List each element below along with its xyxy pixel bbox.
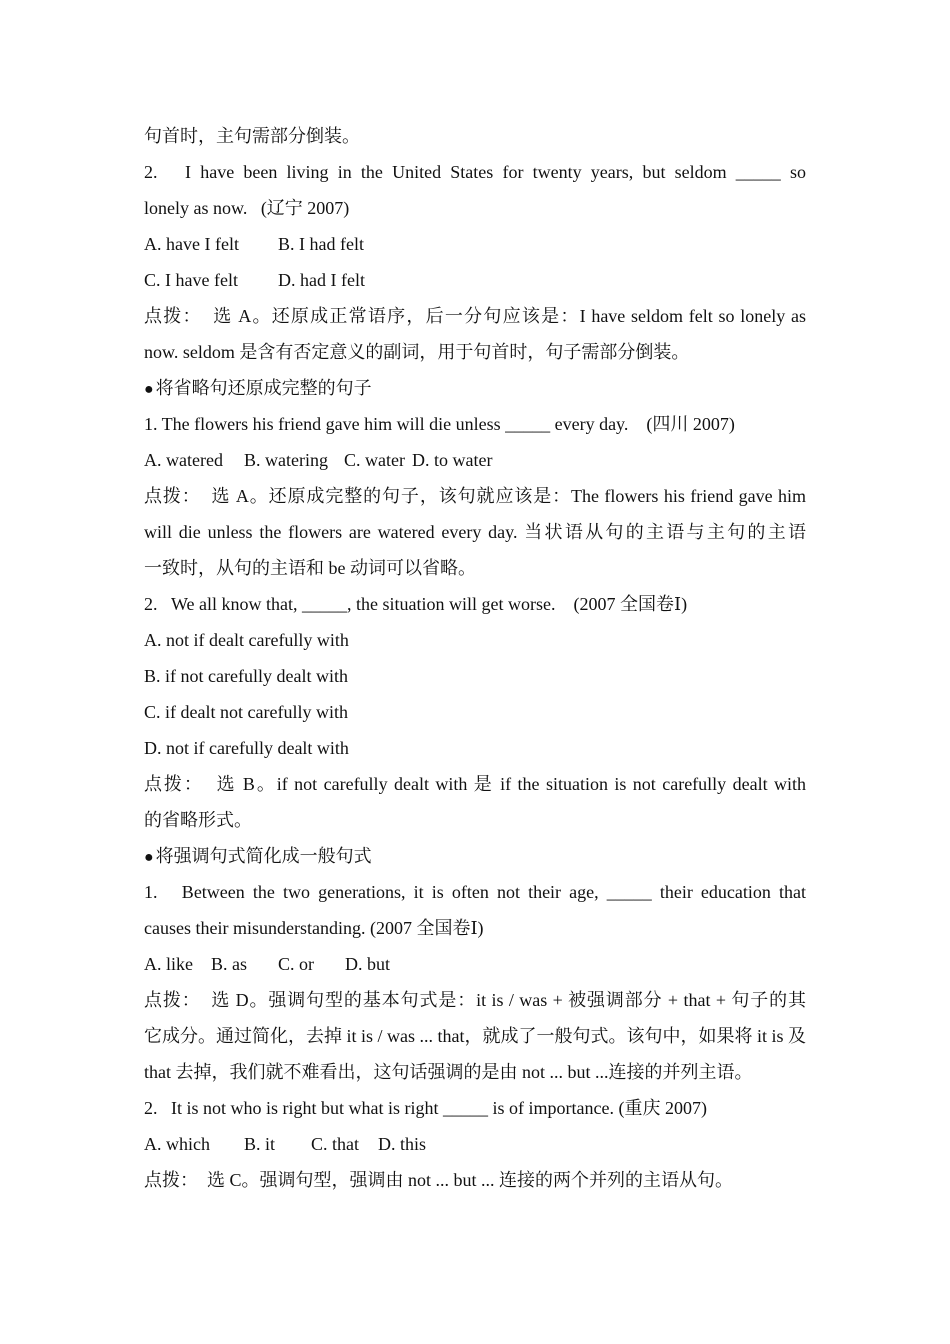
text-line: causes their misunderstanding. (2007 全国卷Ⅰ) bbox=[144, 918, 484, 938]
answer-option: B. I had felt bbox=[278, 234, 364, 254]
text-line: 点拨： 选 A。还原成正常语序，后一分句应该是：I have seldom felt so lonely as bbox=[144, 306, 806, 326]
answer-options bbox=[144, 1126, 806, 1162]
bullet-icon: ● bbox=[144, 381, 154, 398]
answer-option: A. which bbox=[144, 1134, 210, 1154]
answer-option: D. this bbox=[378, 1134, 427, 1154]
text-line: now. seldom 是含有否定意义的副词，用于句首时，句子需部分倒装。 bbox=[144, 342, 690, 362]
text-line: lonely as now. (辽宁 2007) bbox=[144, 198, 350, 218]
text-line: 点拨： 选 A。还原成完整的句子，该句就应该是：The flowers his friend gave him bbox=[144, 486, 806, 506]
text-line: 1. The flowers his friend gave him will die unless _____ every day. (四川 2007) bbox=[144, 414, 735, 434]
text-line: D. not if carefully dealt with bbox=[144, 738, 349, 758]
section-heading-text: 将强调句式简化成一般句式 bbox=[155, 846, 372, 866]
answer-option: B. as bbox=[211, 954, 247, 974]
text-line: 句首时，主句需部分倒装。 bbox=[144, 126, 360, 146]
answer-option: B. watering bbox=[244, 450, 328, 470]
answer-option: C. I have felt bbox=[144, 270, 238, 290]
document-page bbox=[144, 118, 806, 1198]
answer-option: D. had I felt bbox=[278, 270, 365, 290]
answer-option: C. that bbox=[311, 1134, 359, 1154]
text-line: 点拨： 选 D。强调句型的基本句式是：it is / was + 被强调部分 + that + 句子的其 bbox=[144, 990, 806, 1010]
answer-option: C. or bbox=[278, 954, 314, 974]
text-line: will die unless the flowers are watered every day. 当状语从句的主语与主句的主语 bbox=[144, 522, 806, 542]
answer-option: A. watered bbox=[144, 450, 223, 470]
section-heading-text: 将省略句还原成完整的句子 bbox=[155, 378, 372, 398]
text-line: 点拨： 选 C。强调句型，强调由 not ... but ... 连接的两个并列的主语从句。 bbox=[144, 1170, 734, 1190]
answer-option: D. but bbox=[345, 954, 390, 974]
text-line: C. if dealt not carefully with bbox=[144, 702, 348, 722]
text-line: 2. We all know that, _____, the situation will get worse. (2007 全国卷Ⅰ) bbox=[144, 594, 688, 614]
answer-option: D. to water bbox=[412, 450, 493, 470]
text-line: 它成分。通过简化，去掉 it is / was ... that，就成了一般句式。该句中，如果将 it is 及 bbox=[144, 1026, 806, 1046]
text-line: 的省略形式。 bbox=[144, 810, 252, 830]
section-heading bbox=[144, 838, 806, 874]
answer-options bbox=[144, 442, 806, 478]
bullet-icon: ● bbox=[144, 849, 154, 866]
section-heading bbox=[144, 370, 806, 406]
text-line: 2. It is not who is right but what is right _____ is of importance. (重庆 2007) bbox=[144, 1098, 707, 1118]
text-line: 2. I have been living in the United States for twenty years, but seldom _____ so bbox=[144, 162, 806, 182]
answer-options bbox=[144, 946, 806, 982]
text-line: B. if not carefully dealt with bbox=[144, 666, 348, 686]
answer-option: C. water bbox=[344, 450, 405, 470]
text-line: 1. Between the two generations, it is often not their age, _____ their education that bbox=[144, 882, 806, 902]
text-line: 一致时，从句的主语和 be 动词可以省略。 bbox=[144, 558, 476, 578]
answer-option: A. have I felt bbox=[144, 234, 239, 254]
answer-options bbox=[144, 262, 806, 298]
answer-option: A. like bbox=[144, 954, 193, 974]
answer-option: B. it bbox=[244, 1134, 276, 1154]
answer-options bbox=[144, 226, 806, 262]
text-line: that 去掉，我们就不难看出，这句话强调的是由 not ... but ...连接的并列主语。 bbox=[144, 1062, 753, 1082]
text-line: 点拨： 选 B。if not carefully dealt with 是 if the situation is not carefully dealt with bbox=[144, 774, 806, 794]
text-line: A. not if dealt carefully with bbox=[144, 630, 349, 650]
